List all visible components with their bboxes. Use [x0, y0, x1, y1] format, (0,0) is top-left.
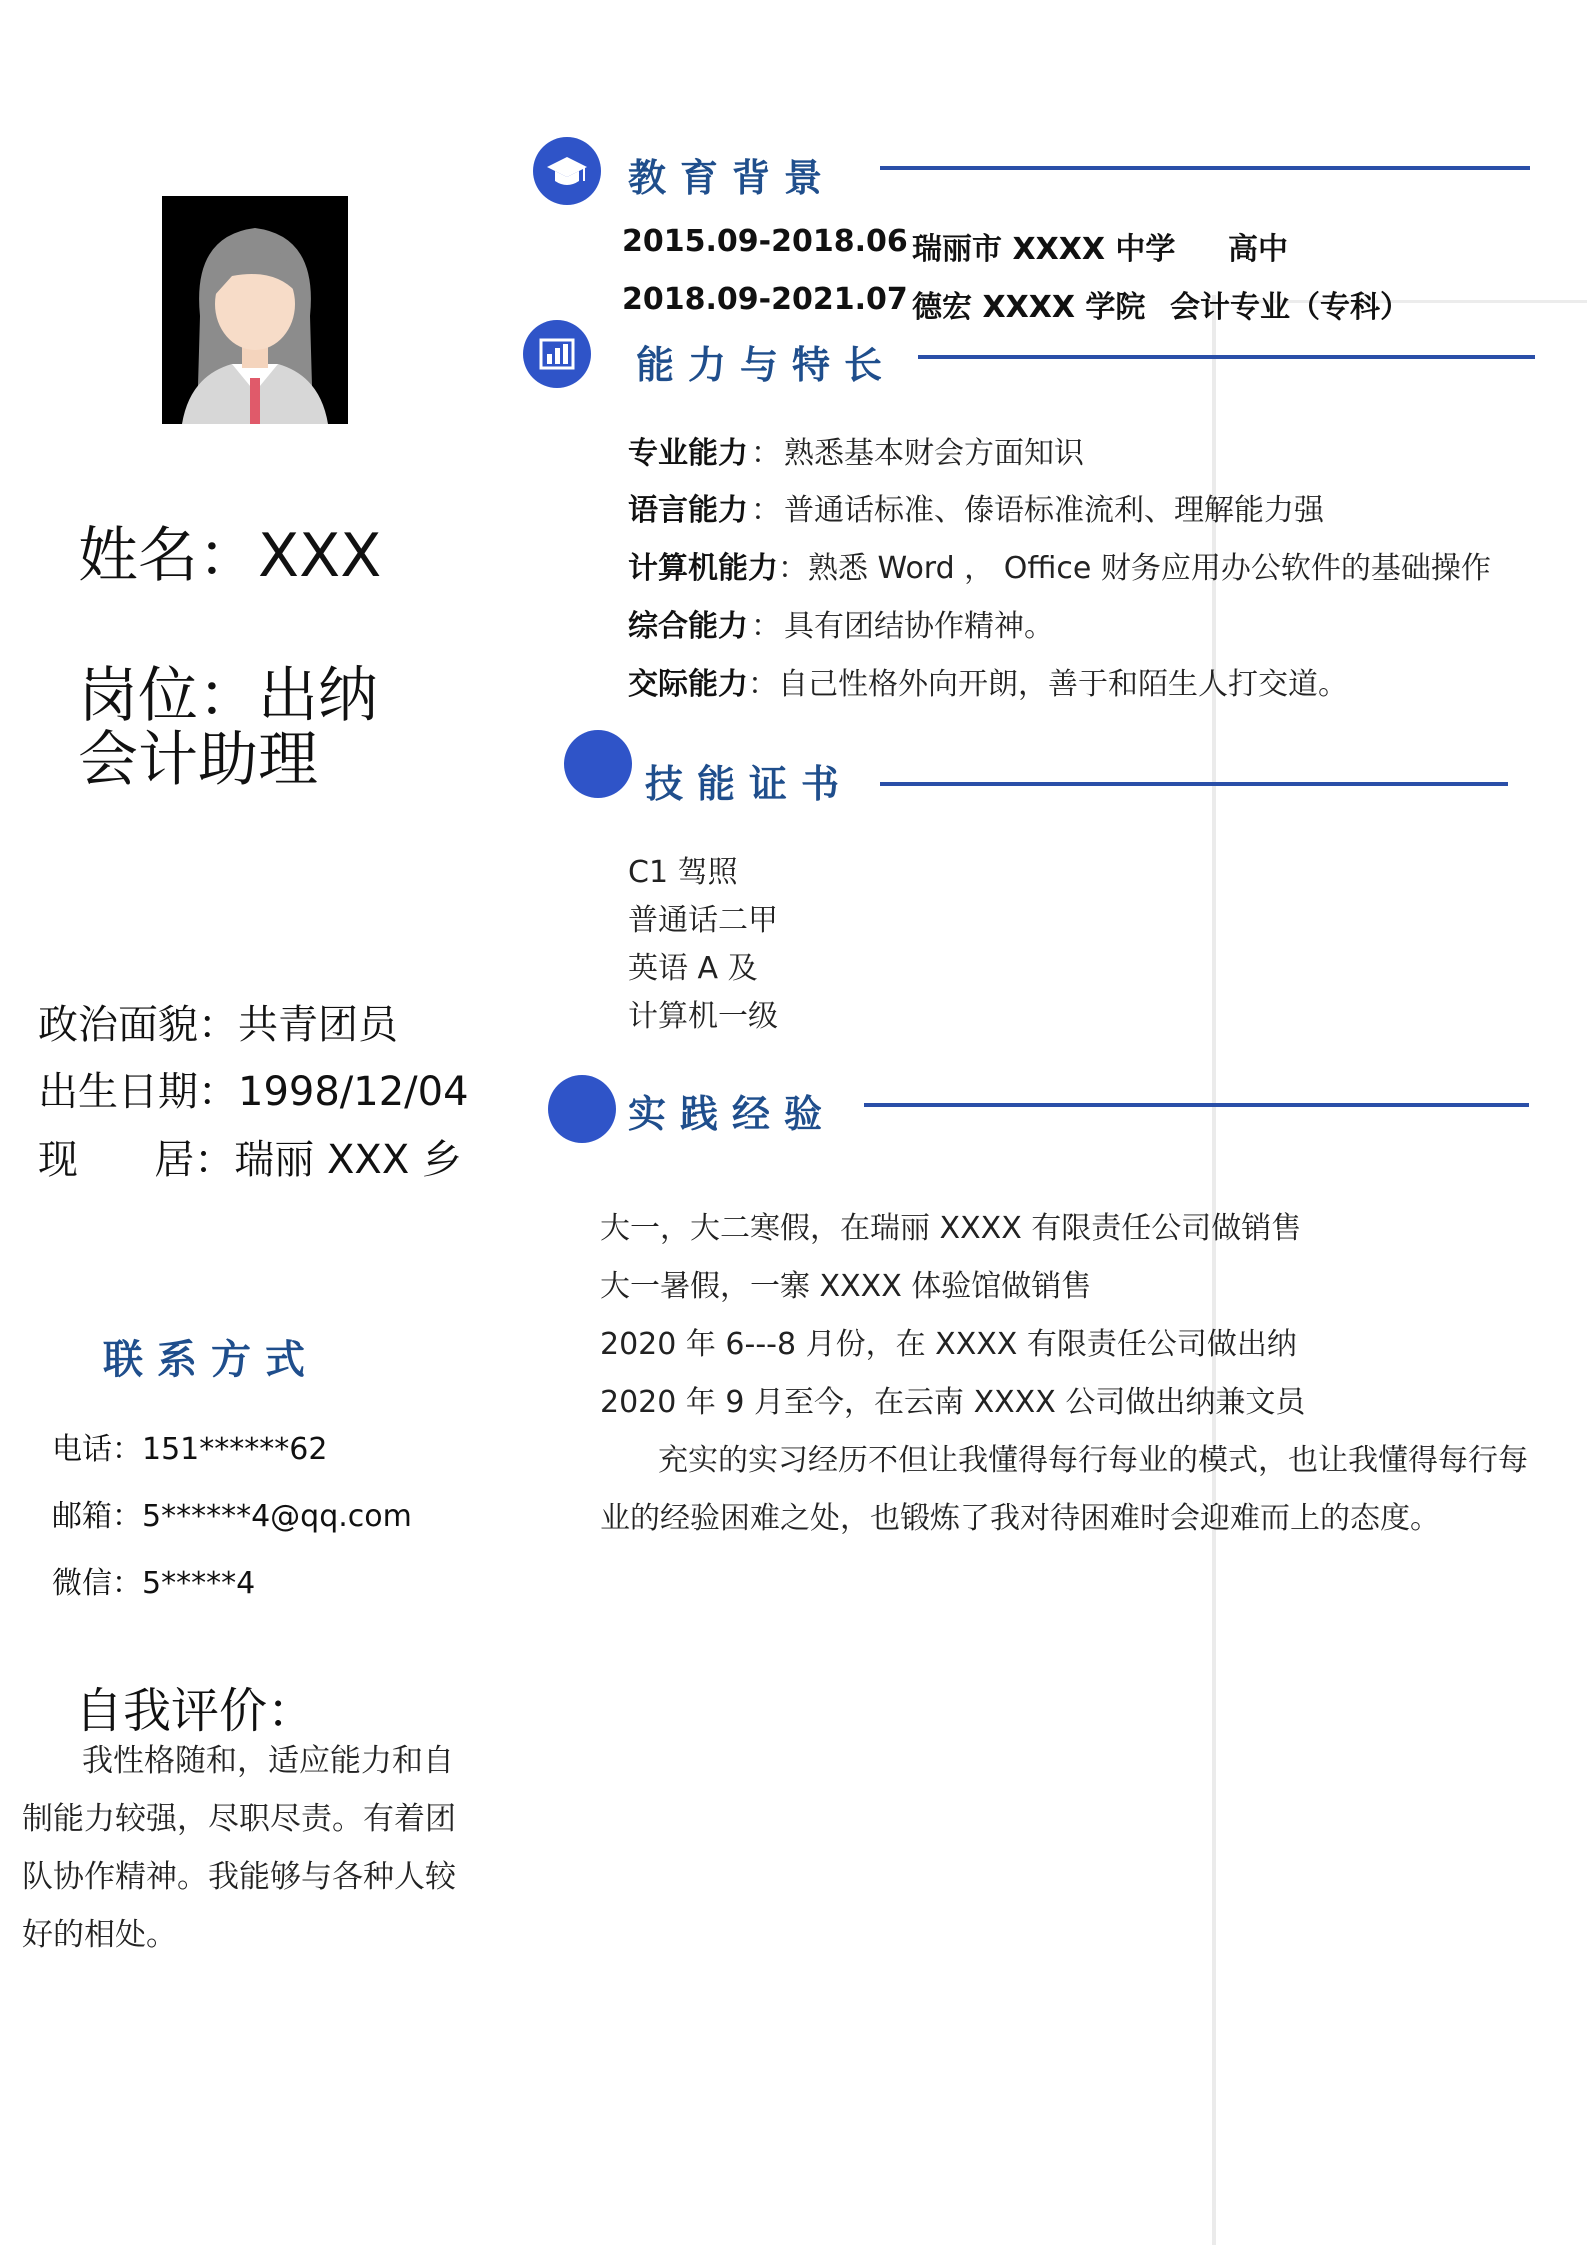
residence-value: 瑞丽 XXX 乡	[234, 1137, 462, 1183]
ability-item	[628, 543, 1491, 587]
ability-item	[628, 659, 1348, 703]
certificate-item: C1 驾照	[628, 855, 738, 890]
contact-section-title: 联系方式	[103, 1337, 319, 1383]
vertical-divider	[1212, 295, 1216, 2245]
certificate-bullet-icon	[564, 730, 632, 798]
ability-label: 交际能力	[628, 667, 748, 702]
ability-sep: ：	[751, 436, 781, 471]
abilities-section-title: 能力与特长	[636, 343, 897, 387]
certificate-item: 计算机一级	[628, 999, 778, 1034]
certificates-section-title: 技能证书	[645, 762, 854, 806]
position-line: 岗位：出纳	[78, 661, 378, 731]
ability-text: 普通话标准、傣语标准流利、理解能力强	[784, 493, 1324, 528]
certificate-item: 普通话二甲	[628, 903, 778, 938]
experience-line: 2020 年 9 月至今，在云南 XXXX 公司做出纳兼文员	[600, 1385, 1306, 1420]
ability-text: 熟悉基本财会方面知识	[784, 436, 1084, 471]
ability-sep: ：	[751, 609, 781, 644]
residence-label: 现 居：	[38, 1137, 235, 1183]
ability-label: 综合能力	[628, 609, 748, 644]
edu-school-1: 瑞丽市 XXXX 中学	[912, 232, 1176, 267]
self-eval-title: 自我评价：	[75, 1683, 316, 1739]
residence	[38, 1128, 462, 1185]
avatar-icon	[162, 196, 348, 424]
experience-line: 大一，大二寒假，在瑞丽 XXXX 有限责任公司做销售	[600, 1211, 1302, 1246]
experience-summary-line: 业的经验困难之处，也锻炼了我对待困难时会迎难而上的态度。	[600, 1501, 1440, 1536]
education-section-rule	[880, 166, 1530, 170]
ability-sep: ：	[751, 493, 781, 528]
ability-sep: ：	[778, 551, 808, 586]
phone-line: 电话：151******62	[52, 1432, 328, 1467]
ability-sep: ：	[748, 667, 778, 702]
ability-text: 自己性格外向开朗，善于和陌生人打交道。	[778, 667, 1348, 702]
ability-item	[628, 428, 1084, 472]
experience-section-rule	[864, 1103, 1529, 1107]
political-status: 政治面貌：共青团员	[38, 1002, 398, 1048]
edu-detail-2: 会计专业（专科）	[1170, 290, 1410, 325]
ability-item	[628, 601, 1054, 645]
abilities-section-rule	[918, 355, 1535, 359]
position-line-2: 会计助理	[78, 725, 318, 795]
edu-period-2: 2018.09-2021.07	[622, 282, 908, 317]
certificates-section-rule	[880, 782, 1508, 786]
avatar-photo	[162, 196, 348, 424]
certificate-item: 英语 A 及	[628, 951, 758, 986]
bar-chart-icon	[523, 320, 591, 388]
edu-detail-1: 高中	[1228, 232, 1288, 267]
birth-date: 出生日期：1998/12/04	[38, 1069, 469, 1115]
name-line: 姓名：XXX	[78, 521, 382, 591]
experience-summary-line: 充实的实习经历不但让我懂得每行每业的模式，也让我懂得每行每	[658, 1443, 1528, 1478]
experience-line: 大一暑假，一寨 XXXX 体验馆做销售	[600, 1269, 1092, 1304]
edu-school-2: 德宏 XXXX 学院	[912, 290, 1146, 325]
edu-period-1: 2015.09-2018.06	[622, 224, 908, 259]
ability-label: 专业能力	[628, 436, 748, 471]
experience-line: 2020 年 6---8 月份，在 XXXX 有限责任公司做出纳	[600, 1327, 1297, 1362]
graduation-cap-icon	[533, 137, 601, 205]
ability-text: 熟悉 Word ， Office 财务应用办公软件的基础操作	[808, 551, 1491, 586]
education-section-title: 教育背景	[628, 156, 837, 200]
ability-label: 语言能力	[628, 493, 748, 528]
ability-text: 具有团结协作精神。	[784, 609, 1054, 644]
experience-section-title: 实践经验	[628, 1092, 837, 1136]
self-eval-text: 我性格随和，适应能力和自制能力较强，尽职尽责。有着团队协作精神。我能够与各种人较好的相处。	[22, 1743, 456, 1953]
email-line: 邮箱：5******4@qq.com	[52, 1499, 412, 1534]
experience-bullet-icon	[548, 1075, 616, 1143]
ability-label: 计算机能力	[628, 551, 778, 586]
wechat-line: 微信：5*****4	[52, 1566, 256, 1601]
ability-item	[628, 485, 1324, 529]
